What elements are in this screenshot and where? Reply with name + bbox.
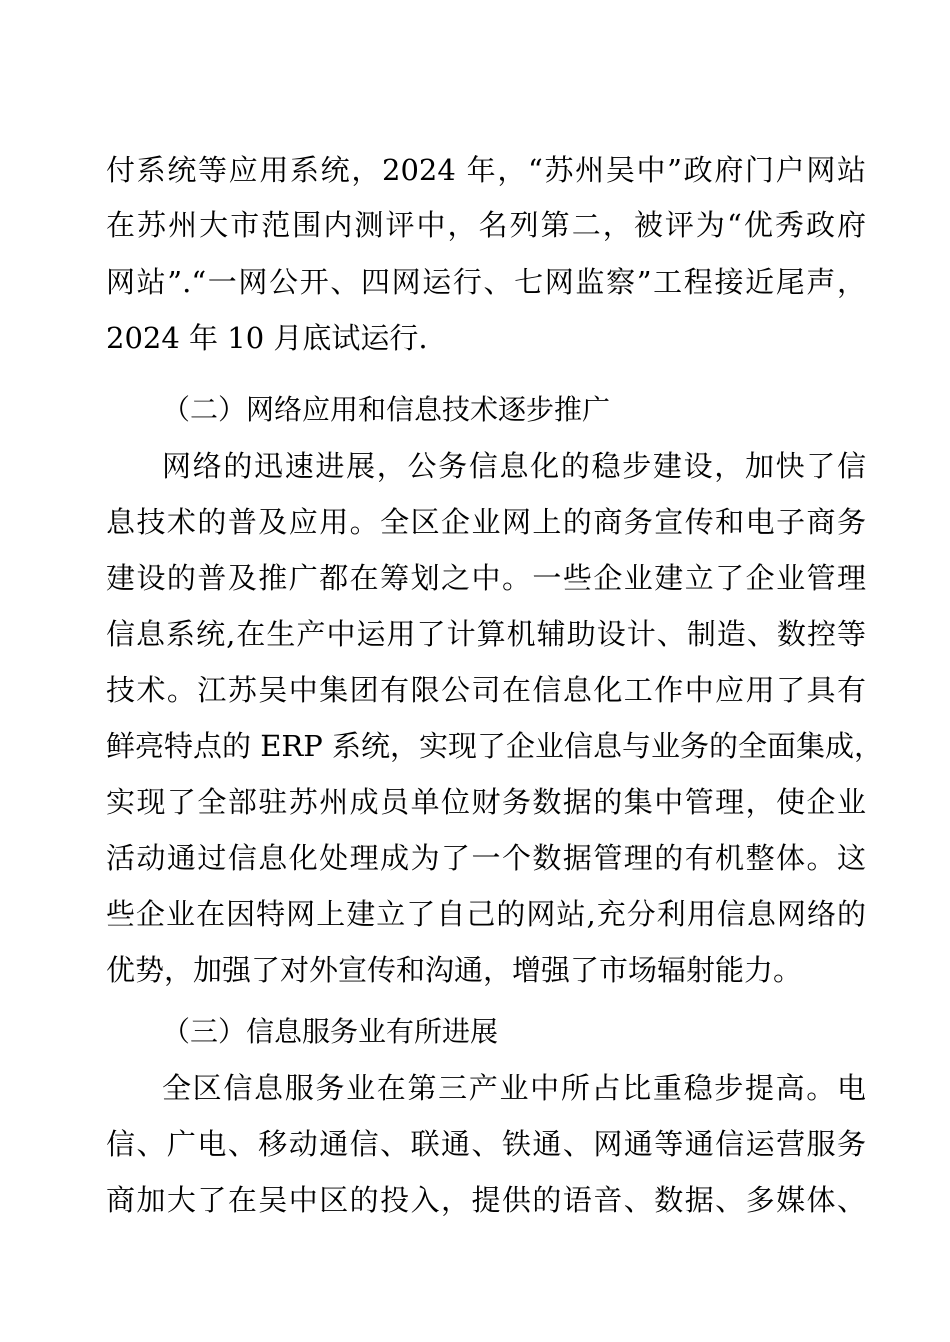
paragraph-line: 信息系统,在生产中运用了计算机辅助设计、制造、数控等 <box>106 617 866 651</box>
paragraph-line: 些企业在因特网上建立了自己的网站,充分利用信息网络的 <box>106 897 866 931</box>
paragraph-line: 网站”.“一网公开、四网运行、七网监察”工程接近尾声， <box>106 265 866 299</box>
paragraph-line: 活动通过信息化处理成为了一个数据管理的有机整体。这 <box>106 841 866 875</box>
paragraph-line: 在苏州大市范围内测评中，名列第二，被评为“优秀政府 <box>106 208 866 242</box>
paragraph-line: 付系统等应用系统，2024 年，“苏州吴中”政府门户网站 <box>106 153 866 187</box>
section-heading-2: （二）网络应用和信息技术逐步推广 <box>162 393 611 426</box>
paragraph-line: 技术。江苏吴中集团有限公司在信息化工作中应用了具有 <box>106 673 866 707</box>
paragraph-line: 优势，加强了对外宣传和沟通，增强了市场辐射能力。 <box>106 953 803 987</box>
paragraph-line: 实现了全部驻苏州成员单位财务数据的集中管理，使企业 <box>106 785 866 819</box>
paragraph-line: 商加大了在吴中区的投入，提供的语音、数据、多媒体、 <box>106 1183 866 1217</box>
paragraph-line: 信、广电、移动通信、联通、铁通、网通等通信运营服务 <box>106 1127 866 1161</box>
paragraph-line: 鲜亮特点的 ERP 系统，实现了企业信息与业务的全面集成， <box>106 729 883 763</box>
paragraph-line: 网络的迅速进展，公务信息化的稳步建设，加快了信 <box>162 449 866 483</box>
paragraph-line: 2024 年 10 月底试运行. <box>106 321 428 355</box>
section-heading-3: （三）信息服务业有所进展 <box>162 1015 499 1048</box>
paragraph-line: 息技术的普及应用。全区企业网上的商务宣传和电子商务 <box>106 505 866 539</box>
paragraph-line: 建设的普及推广都在筹划之中。一些企业建立了企业管理 <box>106 561 866 595</box>
paragraph-line: 全区信息服务业在第三产业中所占比重稳步提高。电 <box>162 1071 866 1105</box>
